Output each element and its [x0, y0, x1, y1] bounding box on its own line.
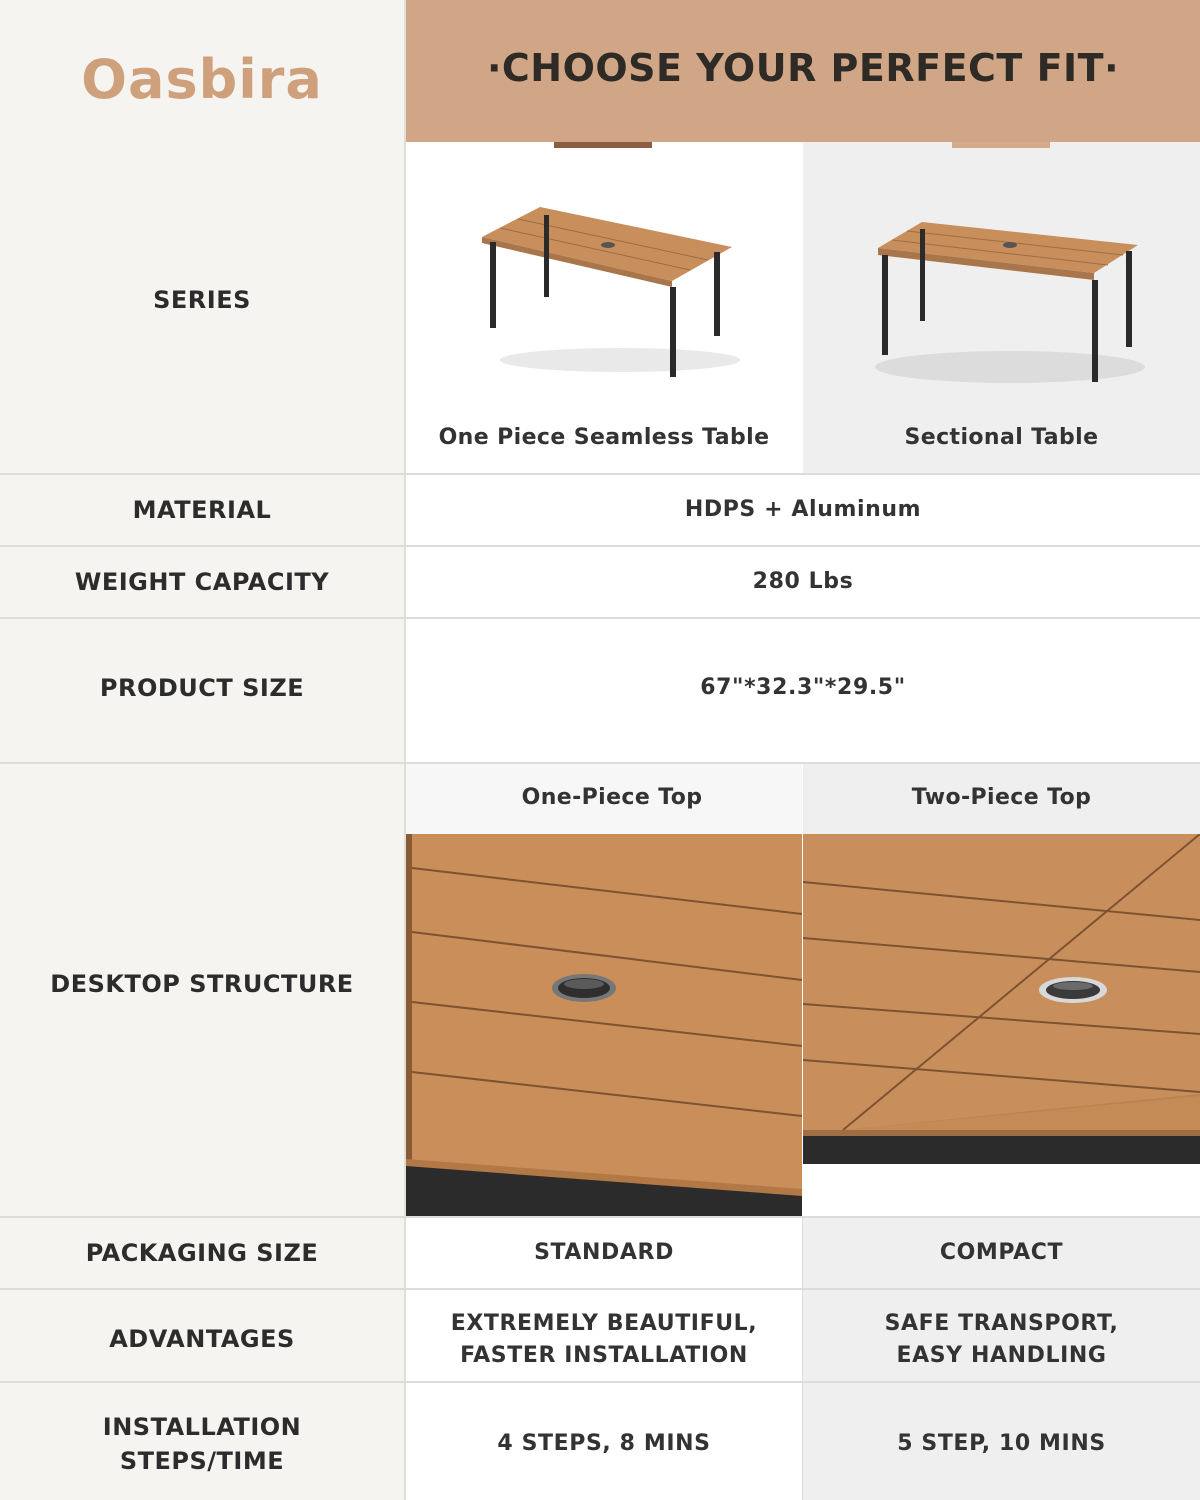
installation-one-piece: 4 STEPS, 8 MINS — [497, 1431, 711, 1456]
row-label-material: MATERIAL — [132, 496, 272, 524]
advantages-two-piece-line1: SAFE TRANSPORT, — [884, 1311, 1119, 1336]
one-piece-table-image — [470, 195, 750, 385]
row-label-installation-line1: INSTALLATION — [102, 1413, 302, 1441]
series-option-one-piece: One Piece Seamless Table — [438, 425, 770, 450]
two-piece-top-image — [803, 834, 1200, 1216]
packaging-option-compact: COMPACT — [939, 1240, 1064, 1265]
series-option-sectional: Sectional Table — [904, 425, 1099, 450]
sectional-table-image — [870, 205, 1170, 395]
advantages-one-piece-line1: EXTREMELY BEAUTIFUL, — [450, 1311, 758, 1336]
product-size-value: 67"*32.3"*29.5" — [700, 675, 906, 700]
material-value: HDPS + Aluminum — [684, 497, 922, 522]
label-column — [0, 0, 404, 1500]
brand-logo: Oasbira — [81, 48, 323, 111]
row-divider — [0, 473, 1200, 475]
option-divider — [802, 1216, 803, 1500]
row-label-product-size: PRODUCT SIZE — [99, 674, 305, 702]
row-label-installation-line2: STEPS/TIME — [119, 1447, 285, 1475]
row-divider — [0, 617, 1200, 619]
desktop-option-one-piece: One-Piece Top — [521, 785, 703, 810]
advantages-one-piece-line2: FASTER INSTALLATION — [460, 1343, 748, 1368]
installation-two-piece: 5 STEP, 10 MINS — [897, 1431, 1106, 1456]
selected-tab-marker — [554, 142, 652, 148]
advantages-two-piece-line2: EASY HANDLING — [896, 1343, 1107, 1368]
page-title: ·CHOOSE YOUR PERFECT FIT· — [486, 46, 1120, 90]
weight-capacity-value: 280 Lbs — [752, 569, 854, 594]
row-divider — [0, 545, 1200, 547]
one-piece-top-image — [406, 834, 802, 1216]
packaging-option-standard: STANDARD — [534, 1240, 674, 1265]
row-label-advantages: ADVANTAGES — [109, 1325, 295, 1353]
desktop-option-two-piece: Two-Piece Top — [911, 785, 1092, 810]
tab-marker — [952, 142, 1050, 148]
row-label-series: SERIES — [153, 286, 251, 314]
row-label-desktop-structure: DESKTOP STRUCTURE — [50, 970, 354, 998]
row-label-packaging-size: PACKAGING SIZE — [85, 1239, 319, 1267]
row-label-weight-capacity: WEIGHT CAPACITY — [74, 568, 330, 596]
